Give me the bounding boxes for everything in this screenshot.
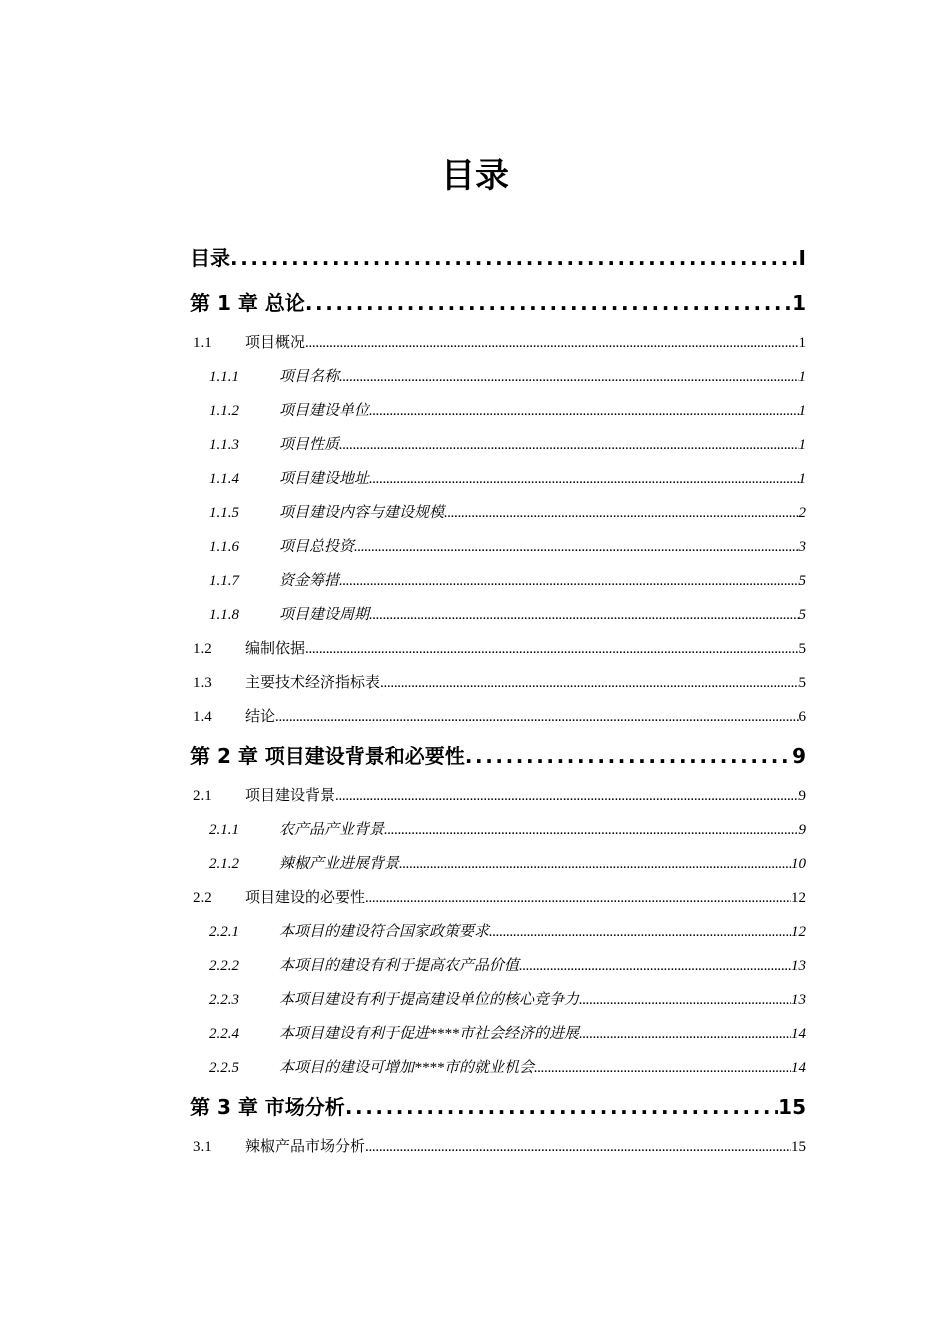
toc-entry-chapter-2[interactable]: [190, 734, 806, 779]
toc-entry-text: 主要技术经济指标表: [245, 675, 381, 691]
toc-page-number: 1: [798, 403, 806, 419]
toc-entry-text: 编制依据: [245, 641, 306, 657]
toc-page-number: 6: [798, 709, 806, 725]
toc-page-number: 5: [798, 573, 806, 589]
toc-entry-2-2-1[interactable]: [190, 915, 806, 949]
toc-entry-2-2-3[interactable]: [190, 983, 806, 1017]
toc-entry-2-1-1[interactable]: [190, 813, 806, 847]
toc-page-number: 10: [791, 856, 806, 872]
dot-leader: [489, 915, 791, 949]
toc-entry-text: 项目总投资: [279, 539, 355, 555]
toc-page-number: 9: [792, 744, 806, 768]
toc-entry-1-1-2[interactable]: [190, 394, 806, 428]
toc-entry-1-1-3[interactable]: [190, 428, 806, 462]
toc-entry-chapter-1[interactable]: [190, 281, 806, 326]
dot-leader: [579, 983, 791, 1017]
toc-entry-contents[interactable]: [190, 236, 806, 281]
dot-leader: [354, 530, 798, 564]
toc-entry-text: 项目概况: [245, 335, 306, 351]
toc-entry-number: 2.2.3: [209, 992, 239, 1008]
dot-leader: [465, 734, 792, 779]
toc-page-number: 15: [791, 1139, 806, 1155]
toc-page-number: 1: [792, 291, 806, 315]
toc-entry-text: 第 1 章 总论: [190, 291, 305, 315]
dot-leader: [345, 1085, 778, 1130]
toc-entry-number: 1.1.1: [209, 369, 239, 385]
toc-page-number: 13: [791, 958, 806, 974]
toc-page-number: 9: [798, 822, 806, 838]
toc-page-number: 3: [798, 539, 806, 555]
toc-page-number: 5: [798, 641, 806, 657]
toc-page-number: 2: [798, 505, 806, 521]
dot-leader: [365, 881, 791, 915]
toc-entry-text: 项目建设地址: [279, 471, 370, 487]
toc-page-number: 13: [791, 992, 806, 1008]
toc-entry-number: 2.2.5: [209, 1060, 239, 1076]
table-of-contents: [190, 236, 806, 1164]
toc-entry-text: 资金筹措: [279, 573, 340, 589]
dot-leader: [444, 496, 798, 530]
toc-page-number: 1: [798, 335, 806, 351]
toc-entry-number: 2.2.1: [209, 924, 239, 940]
toc-entry-text: 辣椒产品市场分析: [245, 1139, 366, 1155]
toc-entry-number: 1.4: [193, 709, 212, 725]
toc-entry-text: 本项目的建设符合国家政策要求: [279, 924, 490, 940]
toc-entry-1-4[interactable]: [190, 700, 806, 734]
toc-entry-number: 2.2.2: [209, 958, 239, 974]
dot-leader: [380, 666, 798, 700]
dot-leader: [369, 598, 798, 632]
toc-entry-text: 第 3 章 市场分析: [190, 1095, 345, 1119]
toc-entry-2-1[interactable]: [190, 779, 806, 813]
toc-entry-text: 项目建设的必要性: [245, 890, 366, 906]
toc-page-number: 1: [798, 437, 806, 453]
dot-leader: [305, 326, 798, 360]
toc-entry-number: 2.1.1: [209, 822, 239, 838]
dot-leader: [369, 394, 798, 428]
dot-leader: [339, 564, 798, 598]
dot-leader: [339, 360, 798, 394]
toc-entry-text: 项目建设周期: [279, 607, 370, 623]
toc-page-number: 5: [798, 607, 806, 623]
page-title: 目录: [441, 156, 509, 196]
toc-page-number: 5: [798, 675, 806, 691]
toc-entry-1-3[interactable]: [190, 666, 806, 700]
toc-entry-2-1-2[interactable]: [190, 847, 806, 881]
dot-leader: [519, 949, 791, 983]
toc-page-number: 12: [791, 924, 806, 940]
toc-entry-number: 1.1: [193, 335, 212, 351]
toc-entry-number: 2.2.4: [209, 1026, 239, 1042]
toc-entry-1-1-6[interactable]: [190, 530, 806, 564]
toc-entry-number: 3.1: [193, 1139, 212, 1155]
toc-entry-3-1[interactable]: [190, 1130, 806, 1164]
toc-entry-1-1-1[interactable]: [190, 360, 806, 394]
toc-entry-number: 2.1: [193, 788, 212, 804]
dot-leader: [534, 1051, 791, 1085]
toc-entry-text: 第 2 章 项目建设背景和必要性: [190, 744, 465, 768]
toc-entry-text: 农产品产业背景: [279, 822, 385, 838]
dot-leader: [275, 700, 798, 734]
toc-entry-2-2-4[interactable]: [190, 1017, 806, 1051]
toc-entry-text: 项目建设内容与建设规模: [279, 505, 445, 521]
toc-entry-number: 1.1.6: [209, 539, 239, 555]
toc-entry-text: 结论: [245, 709, 276, 725]
toc-entry-number: 1.1.4: [209, 471, 239, 487]
toc-page-number: 12: [791, 890, 806, 906]
toc-entry-number: 2.2: [193, 890, 212, 906]
toc-page-number: 1: [798, 471, 806, 487]
toc-entry-2-2-2[interactable]: [190, 949, 806, 983]
toc-page-number: 14: [791, 1026, 806, 1042]
toc-entry-text: 项目建设单位: [279, 403, 370, 419]
toc-page-number: 1: [798, 369, 806, 385]
dot-leader: [305, 632, 798, 666]
toc-entry-number: 1.1.7: [209, 573, 239, 589]
dot-leader: [339, 428, 798, 462]
toc-entry-1-1-8[interactable]: [190, 598, 806, 632]
toc-entry-chapter-3[interactable]: [190, 1085, 806, 1130]
toc-page-number: 9: [798, 788, 806, 804]
toc-entry-text: 本项目的建设有利于提高农产品价值: [279, 958, 520, 974]
dot-leader: [365, 1130, 791, 1164]
toc-entry-text: 项目性质: [279, 437, 340, 453]
toc-entry-text: 辣椒产业进展背景: [279, 856, 400, 872]
toc-page-number: 15: [778, 1095, 806, 1119]
dot-leader: [579, 1017, 791, 1051]
toc-entry-text: 本项目建设有利于提高建设单位的核心竞争力: [279, 992, 580, 1008]
toc-entry-number: 1.2: [193, 641, 212, 657]
toc-page-number: 14: [791, 1060, 806, 1076]
dot-leader: [305, 281, 792, 326]
dot-leader: [369, 462, 798, 496]
toc-entry-2-2[interactable]: [190, 881, 806, 915]
toc-entry-1-2[interactable]: [190, 632, 806, 666]
toc-entry-text: 目录: [190, 246, 230, 270]
dot-leader: [384, 813, 798, 847]
toc-entry-number: 1.1.5: [209, 505, 239, 521]
toc-entry-1-1-4[interactable]: [190, 462, 806, 496]
toc-entry-text: 本项目的建设可增加****市的就业机会: [279, 1060, 535, 1076]
toc-entry-1-1-7[interactable]: [190, 564, 806, 598]
toc-page-number: I: [798, 246, 806, 270]
toc-entry-number: 1.3: [193, 675, 212, 691]
toc-entry-text: 项目名称: [279, 369, 340, 385]
dot-leader: [335, 779, 798, 813]
toc-entry-2-2-5[interactable]: [190, 1051, 806, 1085]
toc-entry-text: 项目建设背景: [245, 788, 336, 804]
dot-leader: [399, 847, 791, 881]
dot-leader: [230, 236, 799, 281]
toc-entry-text: 本项目建设有利于促进****市社会经济的进展: [279, 1026, 580, 1042]
toc-entry-1-1[interactable]: [190, 326, 806, 360]
toc-entry-number: 2.1.2: [209, 856, 239, 872]
toc-entry-1-1-5[interactable]: [190, 496, 806, 530]
toc-entry-number: 1.1.3: [209, 437, 239, 453]
toc-entry-number: 1.1.2: [209, 403, 239, 419]
toc-entry-number: 1.1.8: [209, 607, 239, 623]
